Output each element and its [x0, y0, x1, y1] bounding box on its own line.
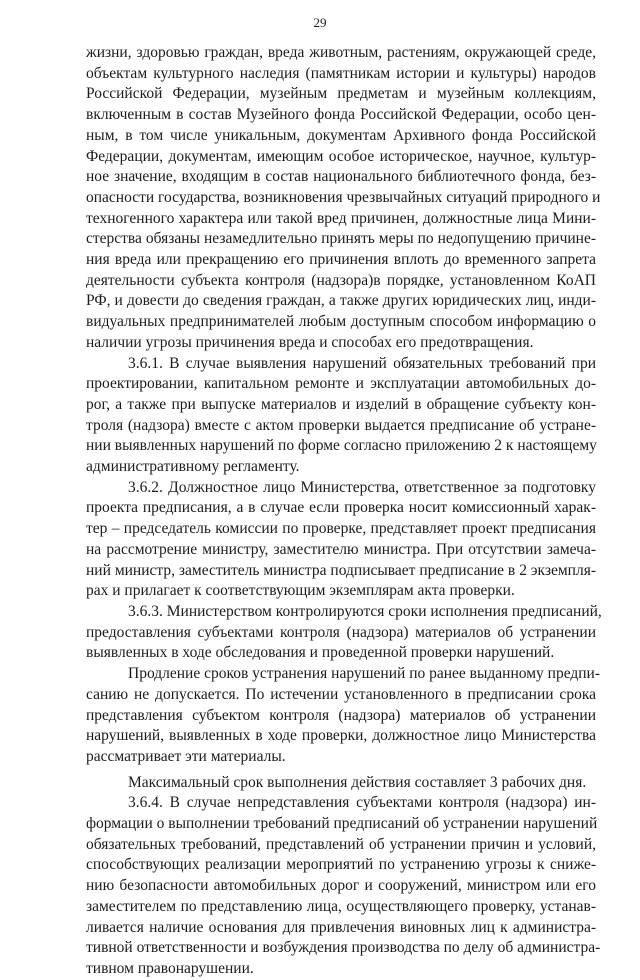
text-line: способствующих реализации мероприятий по устранению угрозы к сниже-	[86, 856, 596, 874]
text-line: деятельности субъекта контроля (надзора)в порядке, установленном КоАП	[86, 271, 596, 289]
text-line: включенным в состав Музейного фонда Российской Федерации, особо цен-	[86, 106, 596, 124]
text-line: жизни, здоровью граждан, вреда животным, растениям, окружающей среде,	[86, 44, 596, 61]
text-line: тивном правонарушении.	[86, 959, 254, 977]
text-line: формации о выполнении требований предписаний об устранении нарушений	[86, 815, 598, 833]
text-line: ний министр, заместитель министра подписывает предписание в 2 экземпля-	[86, 561, 596, 579]
text-line: техногенного характера или такой вред причинен, должностные лица Мини-	[86, 209, 596, 227]
text-line: ным, в том числе уникальным, документам Архивного фонда Российской	[86, 126, 596, 144]
document-body	[86, 43, 602, 980]
text-line: нии выявленных нарушений по форме согласно приложению 2 к настоящему	[86, 437, 597, 455]
paragraph	[86, 773, 596, 794]
text-line: наличии угрозы причинения вреда и способах его предотвращения.	[86, 333, 534, 351]
text-line: 3.6.3. Министерством контролируются сроки исполнения предписаний,	[128, 602, 602, 620]
text-line: Федерации, документам, имеющим особое историческое, научное, культур-	[86, 147, 596, 165]
text-line: санию не допускается. По истечении установленного в предписании срока	[86, 685, 596, 703]
text-line: 3.6.2. Должностное лицо Министерства, ответственное за подготовку	[128, 478, 596, 496]
text-line: нию безопасности автомобильных дорог и сооружений, министром или его	[86, 877, 596, 895]
text-line: троля (надзора) вместе с актом проверки выдается предписание об устране-	[86, 416, 596, 434]
text-line: тер – председатель комиссии по проверке, представляет проект предписания	[86, 520, 596, 538]
text-line: Продление сроков устранения нарушений по ранее выданному предпи-	[128, 665, 601, 683]
text-line: на рассмотрение министру, заместителю министра. При отсутствии замеча-	[86, 540, 596, 558]
paragraph	[86, 793, 601, 979]
paragraph	[86, 478, 596, 602]
text-line: стерства обязаны незамедлительно принять меры по недопущению причине-	[86, 230, 596, 248]
text-line: Российской Федерации, музейным предметам и музейным коллекциям,	[86, 85, 596, 103]
text-line: РФ, и довести до сведения граждан, а также других юридических лиц, инди-	[86, 292, 596, 310]
paragraph	[86, 664, 601, 768]
text-line: ное значение, входящим в состав национального библиотечного фонда, без-	[86, 168, 596, 186]
text-line: рог, а также при выпуске материалов и изделий в обращение субъекту кон-	[86, 395, 596, 413]
text-line: опасности государства, возникновения чрезвычайных ситуаций природного и	[86, 188, 601, 206]
text-line: видуальных предпринимателей любым доступным способом информацию о	[86, 313, 596, 331]
text-line: нарушений, выявленных в ходе проверки, должностное лицо Министерства	[86, 727, 596, 745]
text-line: выявленных в ходе обследования и проведенной проверки нарушений.	[86, 644, 555, 662]
paragraph	[86, 43, 601, 354]
paragraph	[86, 354, 596, 478]
text-line: рассматривает эти материалы.	[86, 747, 286, 765]
text-line: тивной ответственности и возбуждения производства по делу об администра-	[86, 939, 601, 957]
text-line: ния вреда или прекращению его причинения вплоть до временного запрета	[86, 251, 596, 269]
text-line: представления субъектом контроля (надзора) материалов об устранении	[86, 706, 596, 724]
text-line: рах и прилагает к соответствующим экземплярам акта проверки.	[86, 582, 515, 600]
text-line: 3.6.4. В случае непредставления субъектами контроля (надзора) ин-	[128, 794, 596, 812]
page-number: 29	[313, 15, 327, 30]
text-line: заместителем по представлению лица, осуществляющего проверку, устанав-	[86, 897, 596, 915]
text-line: проекта предписания, а в случае если проверка носит комиссионный харак-	[86, 499, 596, 517]
text-line: ливается наличие основания для привлечения виновных лиц к администра-	[86, 918, 596, 936]
paragraph	[86, 602, 602, 664]
text-line: 3.6.1. В случае выявления нарушений обязательных требований при	[128, 354, 596, 372]
text-line: объектам культурного наследия (памятникам истории и культуры) народов	[86, 64, 596, 82]
text-line: обязательных требований, представлений об устранении причин и условий,	[86, 835, 596, 853]
text-line: предоставления субъектами контроля (надзора) материалов об устранении	[86, 623, 596, 641]
text-line: проектировании, капитальном ремонте и эксплуатации автомобильных до-	[86, 375, 596, 393]
text-line: Максимальный срок выполнения действия составляет 3 рабочих дня.	[128, 773, 587, 791]
text-line: административному регламенту.	[86, 458, 300, 476]
